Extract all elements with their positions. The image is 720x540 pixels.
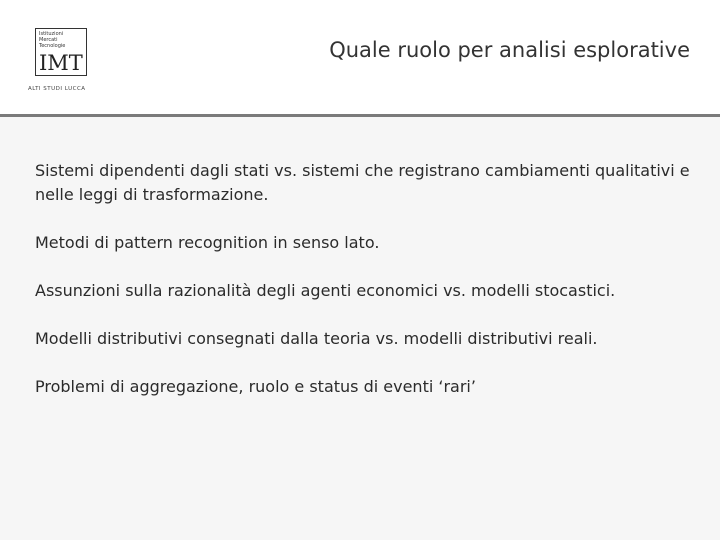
bullet-item: Metodi di pattern recognition in senso lato. — [35, 233, 380, 252]
logo-frame — [35, 28, 87, 76]
logo-line-3: Tecnologie — [39, 43, 66, 49]
imt-logo — [28, 20, 108, 100]
logo-subtitle: ALTI STUDI LUCCA — [28, 86, 86, 92]
logo-line-2: Mercati — [39, 37, 58, 43]
slide-header — [0, 0, 720, 114]
bullet-item: Sistemi dipendenti dagli stati vs. sistemi che registrano cambiamenti qualitativi e nelle leggi di trasformazione. — [35, 161, 690, 204]
bullet-list — [35, 159, 695, 423]
logo-mark: IMT — [39, 51, 83, 75]
logo-line-1: Istituzioni — [39, 31, 64, 37]
slide-title: Quale ruolo per analisi esplorative — [329, 38, 690, 62]
slide-content — [0, 117, 720, 540]
bullet-item: Problemi di aggregazione, ruolo e status di eventi ‘rari’ — [35, 377, 476, 396]
bullet-item: Modelli distributivi consegnati dalla teoria vs. modelli distributivi reali. — [35, 329, 598, 348]
bullet-item: Assunzioni sulla razionalità degli agenti economici vs. modelli stocastici. — [35, 281, 616, 300]
